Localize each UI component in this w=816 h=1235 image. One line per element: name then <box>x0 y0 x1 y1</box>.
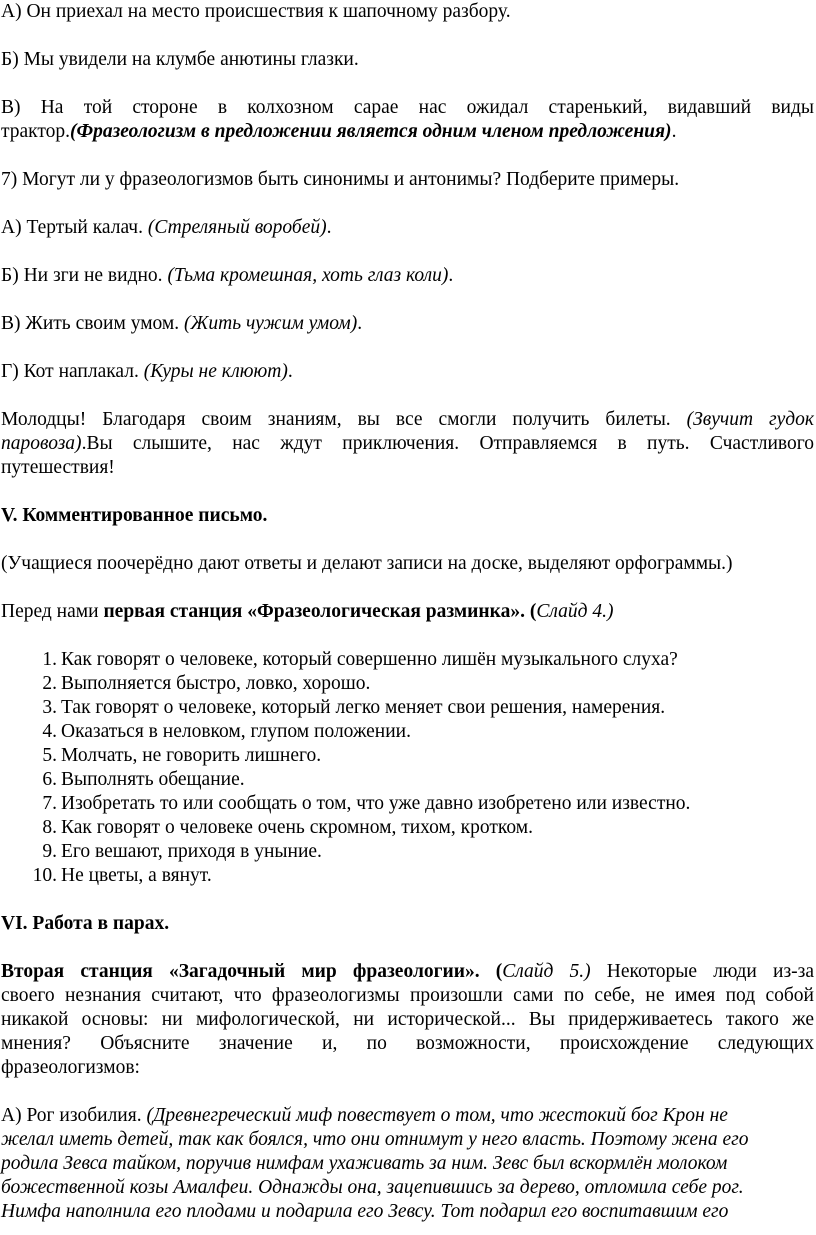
station-1-lead: Перед нами <box>1 601 104 622</box>
list-item-text: Как говорят о человеке очень скромном, тихом, кротком. <box>61 817 533 838</box>
list-item-number: 9. <box>42 841 57 862</box>
list-item <box>1 840 814 864</box>
pair-g-answer: (Куры не клюют) <box>143 361 288 382</box>
list-item-text: Выполнять обещание. <box>61 769 245 790</box>
station-1-intro <box>1 600 814 624</box>
list-item-text: Как говорят о человеке, который совершенно лишён музыкального слуха? <box>61 649 678 670</box>
list-item-text: Не цветы, а вянут. <box>61 865 212 886</box>
task-list <box>1 648 814 888</box>
list-item <box>1 672 814 696</box>
section-6-title: VI. Работа в парах. <box>1 913 170 934</box>
list-item-number: 6. <box>42 769 57 790</box>
list-item-number: 2. <box>42 673 57 694</box>
list-item-text: Молчать, не говорить лишнего. <box>61 745 322 766</box>
example-b-line: Б) Мы увидели на клумбе анютины глазки. <box>1 49 359 70</box>
list-item-number: 1. <box>42 649 57 670</box>
list-item-number: 3. <box>42 697 57 718</box>
horn-line-3 <box>1 1152 814 1176</box>
horn-line-4 <box>1 1176 814 1200</box>
horn-text-5: Нимфа наполнила его плодами и подарила его Зевсу. Тот подарил его воспитавшим его <box>1 1201 729 1222</box>
pair-b-dot: . <box>448 265 454 286</box>
station-2-line-2: своего незнания считают, что фразеологизмы произошли сами по себе, не имея под собой <box>1 985 814 1006</box>
horn-line-2 <box>1 1128 814 1152</box>
station-2-title: Вторая станция «Загадочный мир фразеологии». ( <box>1 961 503 982</box>
example-v-line-2 <box>1 120 814 144</box>
list-item-text: Изобретать то или сообщать о том, что уже давно изобретено или известно. <box>61 793 691 814</box>
praise-line-1 <box>1 408 814 432</box>
list-item-number: 7. <box>42 793 57 814</box>
station-2-line-1 <box>1 960 814 984</box>
horn-text-2: желал иметь детей, так как боялся, что они отнимут у него власть. Поэтому жена его <box>1 1129 749 1150</box>
section-5-heading <box>1 504 814 528</box>
list-item <box>1 816 814 840</box>
list-item <box>1 864 814 888</box>
praise-dot: . <box>81 433 87 454</box>
question-7: 7) Могут ли у фразеологизмов быть синонимы и антонимы? Подберите примеры. <box>1 169 680 190</box>
example-v-line-1: В) На той стороне в колхозном сарае нас ожидал старенький, видавший виды <box>1 97 814 118</box>
example-v-note: (Фразеологизм в предложении является одним членом предложения) <box>70 121 672 142</box>
list-item-number: 5. <box>42 745 57 766</box>
pupils-note: (Учащиеся поочерёдно дают ответы и делают записи на доске, выделяют орфограммы.) <box>1 553 733 574</box>
station-2-paragraph <box>1 960 814 1080</box>
pair-v <box>1 312 814 336</box>
list-item-number: 4. <box>42 721 57 742</box>
praise-text-1: Молодцы! Благодаря своим знаниям, вы все смогли получить билеты. <box>1 409 687 430</box>
pair-b-text: Б) Ни зги не видно. <box>1 265 168 286</box>
praise-note-2: паровоза) <box>1 433 82 454</box>
pair-b <box>1 264 814 288</box>
list-item-number: 8. <box>42 817 57 838</box>
station-1-slide: Слайд 4.) <box>536 601 614 622</box>
praise-text-2: Вы слышите, нас ждут приключения. Отправляемся в путь. Счастливого <box>86 433 814 454</box>
horn-text-1: (Древнегреческий миф повествует о том, что жестокий бог Крон не <box>146 1105 728 1126</box>
pair-v-dot: . <box>357 313 363 334</box>
list-item <box>1 648 814 672</box>
pair-a-text: А) Тертый калач. <box>1 217 148 238</box>
list-item-text: Его вешают, приходя в уныние. <box>61 841 322 862</box>
example-v-dot: . <box>671 121 677 142</box>
horn-title: А) Рог изобилия. <box>1 1105 147 1126</box>
pair-a-dot: . <box>326 217 332 238</box>
list-item <box>1 696 814 720</box>
station-2-line-4: мнения? Объясните значение и, по возможности, происхождение следующих <box>1 1033 814 1054</box>
list-item-text: Так говорят о человеке, который легко меняет свои решения, намерения. <box>61 697 666 718</box>
horn-line-1 <box>1 1104 814 1128</box>
pair-a-answer: (Стреляный воробей) <box>147 217 327 238</box>
station-2-line-5: фразеологизмов: <box>1 1057 140 1078</box>
pair-a <box>1 216 814 240</box>
example-a-line: А) Он приехал на место происшествия к шапочному разбору. <box>1 1 511 22</box>
pair-g-dot: . <box>287 361 293 382</box>
pair-b-answer: (Тьма кромешная, хоть глаз коли) <box>167 265 449 286</box>
horn-of-plenty-paragraph <box>1 1104 814 1224</box>
list-item <box>1 720 814 744</box>
horn-text-4: божественной козы Амалфеи. Однажды она, зацепившись за дерево, отломила себе рог. <box>1 1177 744 1198</box>
praise-paragraph <box>1 408 814 480</box>
station-2-text-1: Некоторые люди из-за <box>590 961 814 982</box>
list-item <box>1 744 814 768</box>
horn-text-3: родила Зевса тайком, поручив нимфам ухаживать за ним. Зевс был вскормлён молоком <box>1 1153 728 1174</box>
list-item-text: Оказаться в неловком, глупом положении. <box>61 721 411 742</box>
section-5-title: V. Комментированное письмо. <box>1 505 268 526</box>
list-item <box>1 792 814 816</box>
praise-note-1: (Звучит гудок <box>686 409 814 430</box>
list-item <box>1 768 814 792</box>
station-2-line-3: никакой основы: ни мифологической, ни исторической... Вы придерживаетесь такого же <box>1 1009 814 1030</box>
praise-line-3: путешествия! <box>1 457 115 478</box>
station-2-slide: Слайд 5.) <box>502 961 591 982</box>
pair-v-answer: (Жить чужим умом) <box>184 313 358 334</box>
list-item-text: Выполняется быстро, ловко, хорошо. <box>61 673 371 694</box>
example-v-text: трактор. <box>1 121 71 142</box>
pair-g-text: Г) Кот наплакал. <box>1 361 144 382</box>
pair-g <box>1 360 814 384</box>
pair-v-text: В) Жить своим умом. <box>1 313 185 334</box>
praise-line-2 <box>1 432 814 456</box>
horn-line-5 <box>1 1200 814 1224</box>
station-1-title: первая станция «Фразеологическая разминка». ( <box>103 601 537 622</box>
list-item-number: 10. <box>32 865 57 886</box>
example-v-paragraph <box>1 96 814 144</box>
section-6-heading <box>1 912 814 936</box>
